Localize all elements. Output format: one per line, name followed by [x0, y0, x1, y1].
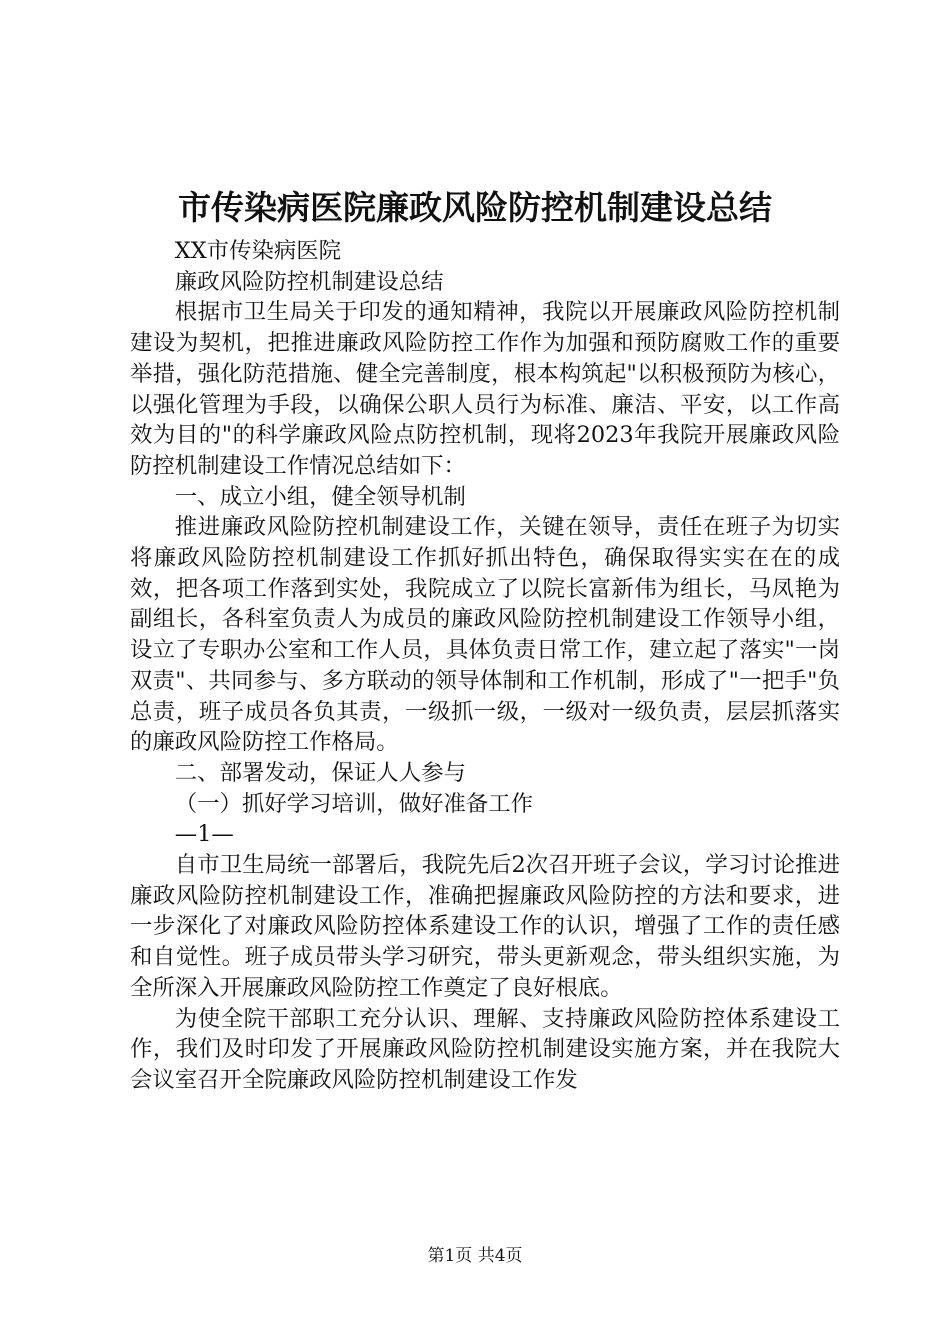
- intro-paragraph: 根据市卫生局关于印发的通知精神，我院以开展廉政风险防控机制建设为契机，把推进廉政风险防控工作作为加强和预防腐败工作的重要举措，强化防范措施、健全完善制度，根本构筑起"以积极预防为核心，以强化管理为手段，以确保公职人员行为标准、廉洁、平安，以工作高效为目的"的科学廉政风险点防控机制，现将2023年我院开展廉政风险防控机制建设工作情况总结如下：: [130, 299, 840, 479]
- study-paragraph: 自市卫生局统一部署后，我院先后2次召开班子会议，学习讨论推进廉政风险防控机制建设工作，准确把握廉政风险防控的方法和要求，进一步深化了对廉政风险防控体系建设工作的认识，增强了工作的责任感和自觉性。班子成员带头学习研究，带头更新观念，带头组织实施，为全所深入开展廉政风险防控工作奠定了良好根底。: [130, 852, 840, 1001]
- page-footer: 第1页 共4页: [427, 1246, 523, 1266]
- mobilization-paragraph: 为使全院干部职工充分认识、理解、支持廉政风险防控体系建设工作，我们及时印发了开展廉政风险防控机制建设实施方案，并在我院大会议室召开全院廉政风险防控机制建设工作发: [130, 1005, 840, 1093]
- document-body: [130, 236, 840, 1096]
- page-marker: —1—: [174, 821, 234, 848]
- document-title: 市传染病医院廉政风险防控机制建设总结: [178, 188, 772, 227]
- section-heading-1: 一、成立小组，健全领导机制: [174, 483, 466, 510]
- subsection-heading-1: （一）抓好学习培训，做好准备工作: [174, 790, 534, 817]
- hospital-name-line: XX市传染病医院: [174, 238, 342, 264]
- section-1-paragraph: 推进廉政风险防控机制建设工作，关键在领导，责任在班子为切实将廉政风险防控机制建设工作抓好抓出特色，确保取得实实在在的成效，把各项工作落到实处，我院成立了以院长富新伟为组长，马凤艳为副组长，各科室负责人为成员的廉政风险防控机制建设工作领导小组，设立了专职办公室和工作人员，具体负责日常工作，建立起了落实"一岗双责"、共同参与、多方联动的领导体制和工作机制，形成了"一把手"负总责，班子成员各负其责，一级抓一级，一级对一级负责，层层抓落实的廉政风险防控工作格局。: [130, 514, 840, 756]
- section-heading-2: 二、部署发动，保证人人参与: [174, 759, 466, 786]
- subtitle-line: 廉政风险防控机制建设总结: [174, 268, 444, 295]
